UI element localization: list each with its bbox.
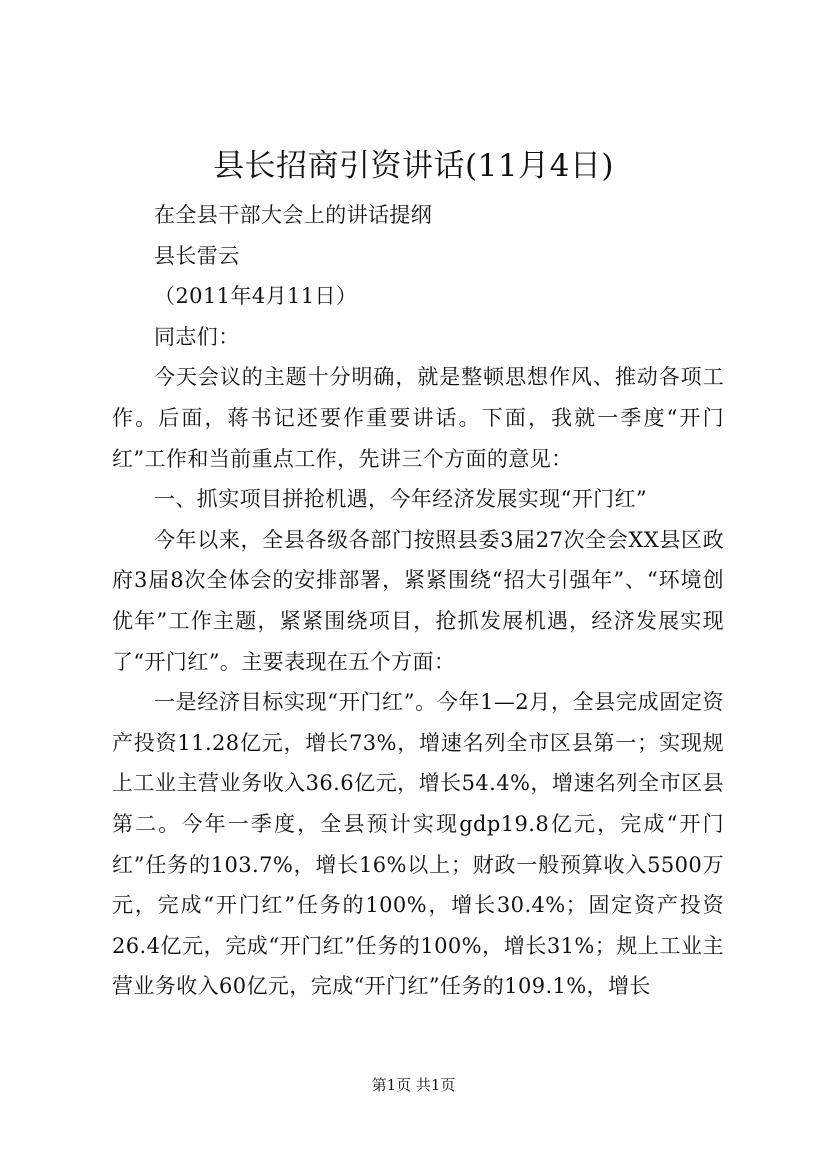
salutation-paragraph: 同志们： xyxy=(154,324,240,349)
page-footer: 第1页 共1页 xyxy=(371,1076,456,1094)
document-title: 县长招商引资讲话(11月4日) xyxy=(213,148,614,184)
body-paragraph: 今年以来，全县各级各部门按照县委3届27次全会XX县区政府3届8次全体会的安排部署，紧紧围绕“招大引强年”、“环境创优年”工作主题，紧紧围绕项目，抢抓发展机遇，经济发展实现了“开门红”。主要表现在五个方面： xyxy=(112,527,724,674)
subtitle-paragraph: 在全县干部大会上的讲话提纲 xyxy=(154,203,433,227)
section-heading: 一、抓实项目拼抢机遇，今年经济发展实现“开门红” xyxy=(154,487,648,512)
document-body xyxy=(112,195,724,1007)
intro-paragraph: 今天会议的主题十分明确，就是整顿思想作风、推动各项工作。后面，蒋书记还要作重要讲话。下面，我就一季度“开门红”工作和当前重点工作，先讲三个方面的意见： xyxy=(112,365,724,471)
body-paragraph: 一是经济目标实现“开门红”。今年1—2月，全县完成固定资产投资11.28亿元，增长73%，增速名列全市区县第一；实现规上工业主营业务收入36.6亿元，增长54.4%，增速名列全市区县第二。今年一季度，全县预计实现gdp19.8亿元，完成“开门红”任务的103.7%，增长16%以上；财政一般预算收入5500万元，完成“开门红”任务的100%，增长30.4%；固定资产投资26.4亿元，完成“开门红”任务的100%，增长31%；规上工业主营业务收入60亿元，完成“开门红”任务的109.1%，增长 xyxy=(112,690,724,999)
speaker-paragraph: 县长雷云 xyxy=(154,243,240,268)
date-paragraph: （2011年4月11日） xyxy=(154,284,358,309)
